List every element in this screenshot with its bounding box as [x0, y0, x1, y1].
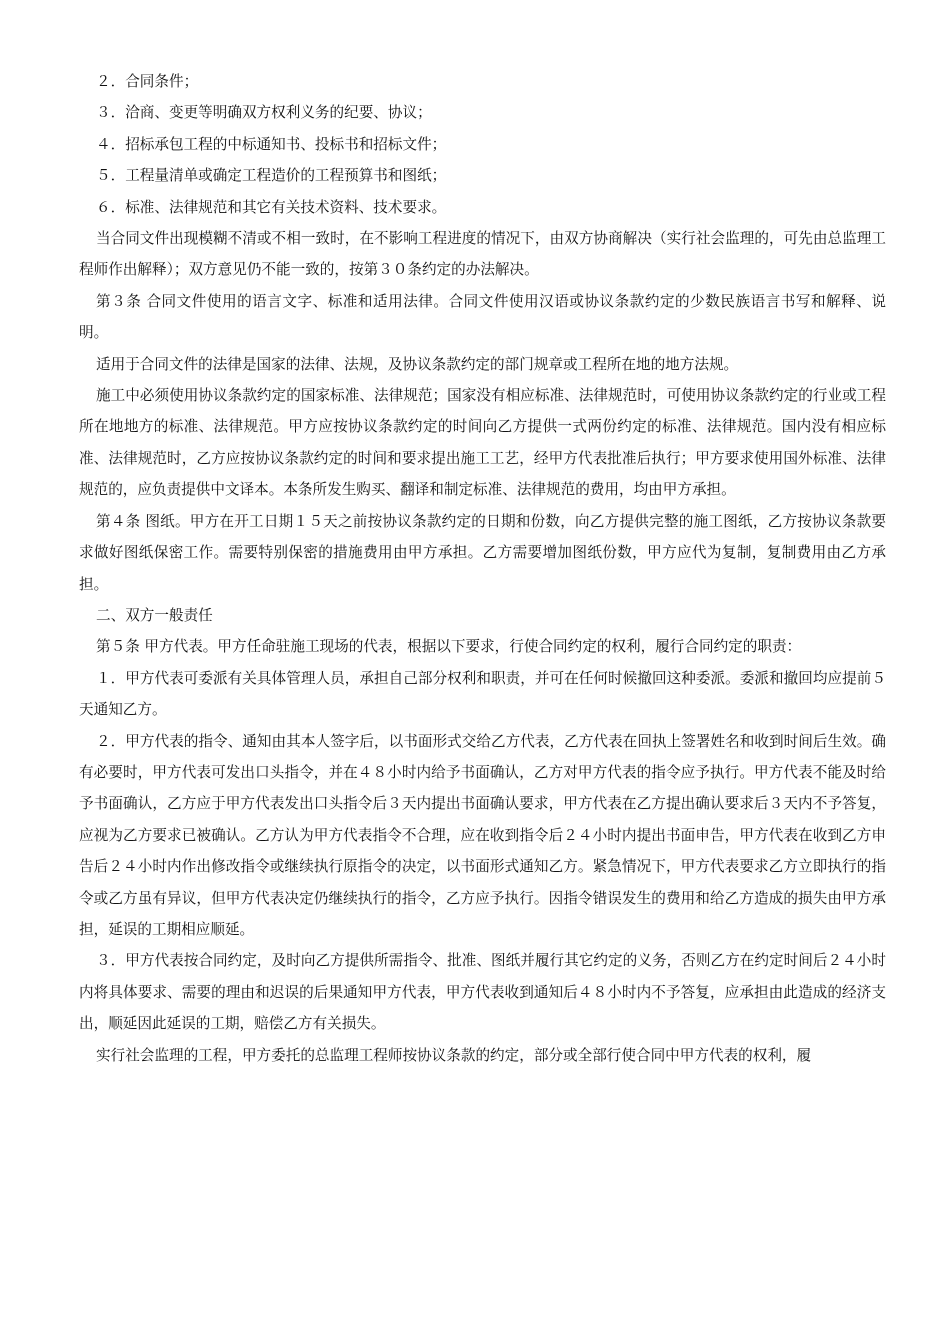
list-item-3: ３．洽商、变更等明确双方权利义务的纪要、协议；: [96, 104, 432, 122]
clause-2: ２．甲方代表的指令、通知由其本人签字后，以书面形式交给乙方代表，乙方代表在回执上签署姓名和收到时间后生效。确有必要时，甲方代表可发出口头指令，并在４８小时内给予书面确认，乙方对甲方代表的指令应予执行。甲方代表不能及时给予书面确认，乙方应于甲方代表发出口头指令后３天内提出书面确认要求，甲方代表在乙方提出确认要求后３天内不予答复，应视为乙方要求已被确认。乙方认为甲方代表指令不合理，应在收到指令后２４小时内提出书面申告，甲方代表在收到乙方申告后２４小时内作出修改指令或继续执行原指令的决定，以书面形式通知乙方。紧急情况下，甲方代表要求乙方立即执行的指令或乙方虽有异议，但甲方代表决定仍继续执行的指令，乙方应予执行。因指令错误发生的费用和给乙方造成的损失由甲方承担，延误的工期相应顺延。: [79, 732, 886, 938]
article-3: 第３条 合同文件使用的语言文字、标准和适用法律。合同文件使用汉语或协议条款约定的少数民族语言书写和解释、说明。: [79, 292, 886, 342]
paragraph-standards: 施工中必须使用协议条款约定的国家标准、法律规范；国家没有相应标准、法律规范时，可使用协议条款约定的行业或工程所在地地方的标准、法律规范。甲方应按协议条款约定的时间向乙方提供一式两份约定的标准、法律规范。国内没有相应标准、法律规范时，乙方应按协议条款约定的时间和要求提出施工工艺，经甲方代表批准后执行；甲方要求使用国外标准、法律规范的，应负责提供中文译本。本条所发生购买、翻译和制定标准、法律规范的费用，均由甲方承担。: [79, 387, 886, 499]
clause-1: １．甲方代表可委派有关具体管理人员，承担自己部分权利和职责，并可在任何时候撤回这种委派。委派和撤回均应提前５天通知乙方。: [79, 669, 886, 719]
article-4: 第４条 图纸。甲方在开工日期１５天之前按协议条款约定的日期和份数，向乙方提供完整的施工图纸，乙方按协议条款要求做好图纸保密工作。需要特别保密的措施费用由甲方承担。乙方需要增加图纸份数，甲方应代为复制，复制费用由乙方承担。: [79, 512, 886, 593]
clause-3: ３．甲方代表按合同约定，及时向乙方提供所需指令、批准、图纸并履行其它约定的义务，否则乙方在约定时间后２４小时内将具体要求、需要的理由和迟误的后果通知甲方代表，甲方代表收到通知后４８小时内不予答复，应承担由此造成的经济支出，顺延因此延误的工期，赔偿乙方有关损失。: [79, 952, 886, 1033]
list-item-4: ４．招标承包工程的中标通知书、投标书和招标文件；: [96, 135, 447, 153]
paragraph-ambiguity: 当合同文件出现模糊不清或不相一致时，在不影响工程进度的情况下，由双方协商解决（实行社会监理的，可先由总监理工程师作出解释）；双方意见仍不能一致的，按第３０条约定的办法解决。: [79, 230, 886, 279]
paragraph-applicable-law: 适用于合同文件的法律是国家的法律、法规，及协议条款约定的部门规章或工程所在地的地方法规。: [96, 355, 739, 373]
document-body: [79, 66, 886, 1071]
list-item-6: ６．标准、法律规范和其它有关技术资料、技术要求。: [96, 198, 447, 216]
section-heading: 二、双方一般责任: [96, 606, 213, 624]
list-item-2: ２．合同条件；: [96, 73, 199, 90]
list-item-5: ５．工程量清单或确定工程造价的工程预算书和图纸；: [96, 167, 447, 185]
paragraph-supervision: 实行社会监理的工程，甲方委托的总监理工程师按协议条款的约定，部分或全部行使合同中甲方代表的权利，履: [96, 1046, 812, 1064]
article-5: 第５条 甲方代表。甲方任命驻施工现场的代表，根据以下要求，行使合同约定的权利，履行合同约定的职责：: [96, 638, 802, 656]
